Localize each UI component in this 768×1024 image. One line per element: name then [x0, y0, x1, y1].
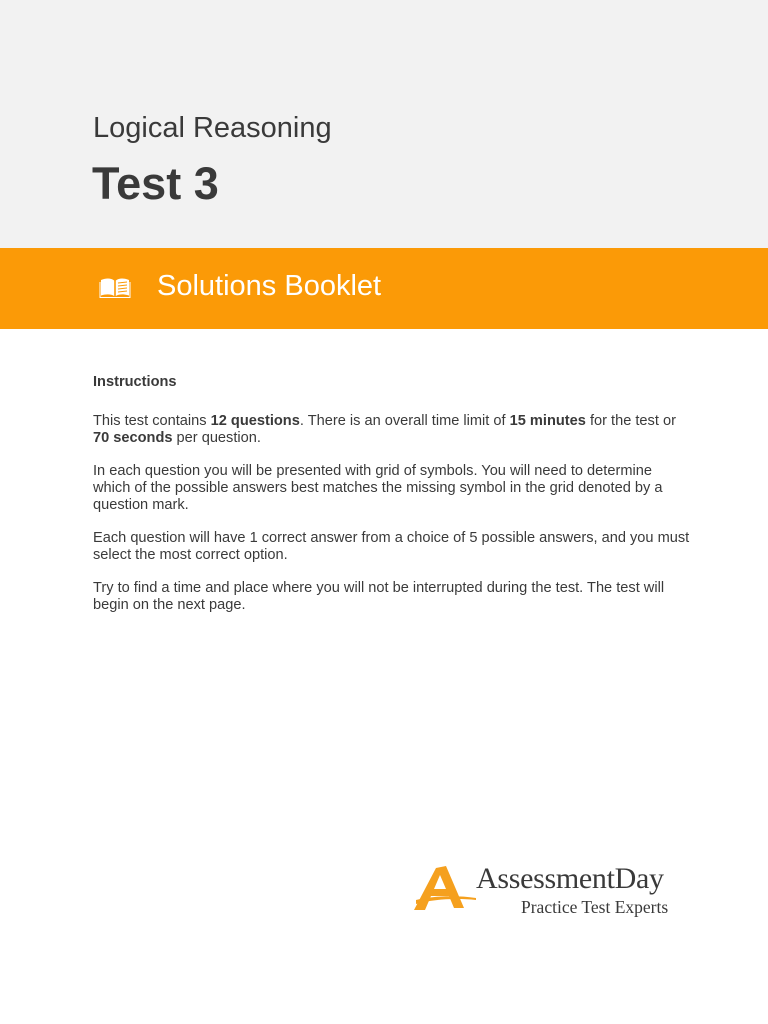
assessmentday-logo — [412, 860, 702, 924]
seconds-per-question: 70 seconds — [93, 430, 173, 446]
banner-label: Solutions Booklet — [157, 270, 382, 302]
book-icon — [99, 277, 131, 299]
instructions-paragraph-2: In each question you will be presented with grid of symbols. You will need to determine which of the possible answers best matches the missing symbol in the grid denoted by a question mark. — [93, 463, 663, 513]
logo-tagline: Practice Test Experts — [521, 897, 669, 917]
page-subtitle: Logical Reasoning — [93, 112, 332, 144]
logo-a-icon — [412, 860, 476, 916]
text-segment: . There is an overall time limit of — [299, 413, 510, 429]
page-title: Test 3 — [92, 158, 219, 209]
question-count: 12 questions — [210, 413, 300, 429]
instructions-paragraph-1 — [93, 413, 693, 447]
instructions-paragraph-4: Try to find a time and place where you will not be interrupted during the test. The test will begin on the next page. — [93, 580, 665, 613]
instructions-section — [93, 374, 693, 630]
instructions-paragraph-3: Each question will have 1 correct answer from a choice of 5 possible answers, and you must select the most correct option. — [93, 530, 690, 563]
header-section — [0, 0, 768, 248]
instructions-heading: Instructions — [93, 374, 177, 390]
text-segment: This test contains — [93, 413, 211, 429]
text-segment: per question. — [172, 430, 261, 446]
text-segment: for the test or — [585, 413, 676, 429]
time-limit: 15 minutes — [509, 413, 586, 429]
logo-name: AssessmentDay — [476, 862, 664, 895]
